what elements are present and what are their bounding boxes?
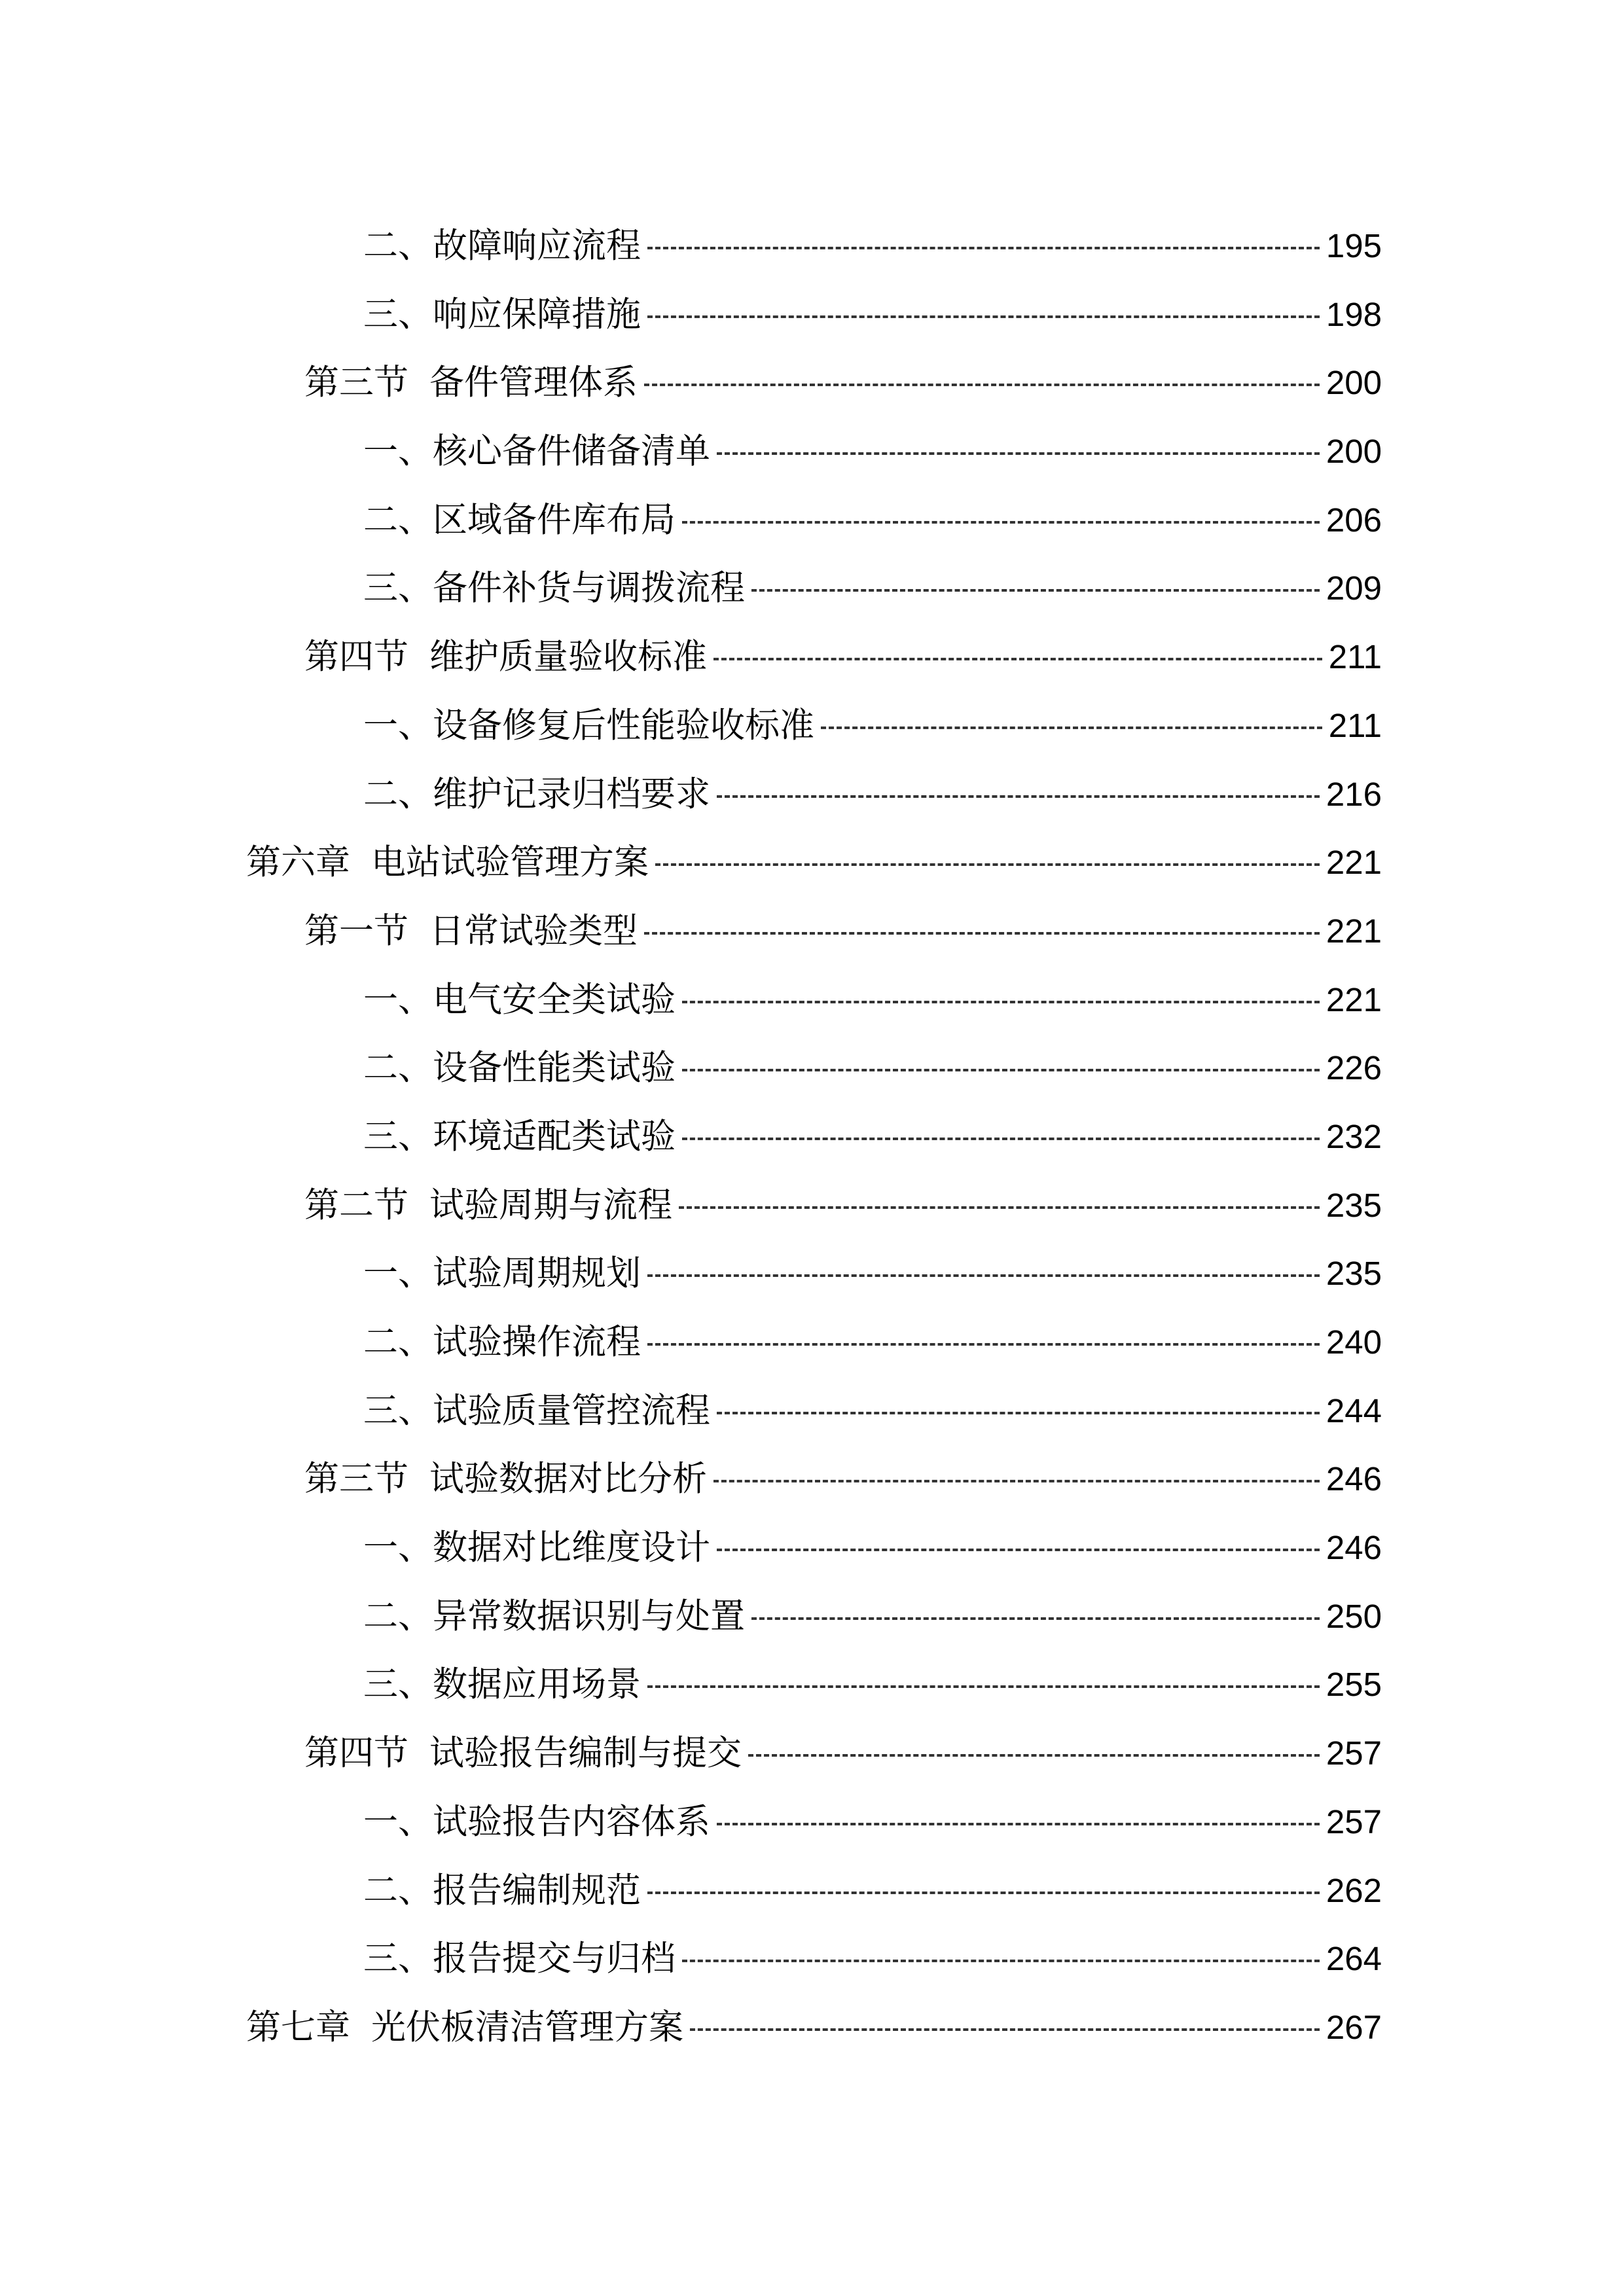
toc-entry-item[interactable]: [0, 760, 1624, 829]
toc-entry-title: [363, 1111, 682, 1162]
toc-page-number: 262: [1326, 1871, 1382, 1909]
toc-entry-number: 二、: [363, 226, 433, 266]
toc-line: [363, 1797, 1382, 1848]
toc-page-number: 221: [1326, 844, 1382, 882]
toc-entry-title: [363, 426, 717, 477]
toc-entry-text: 响应保障措施: [433, 294, 641, 334]
toc-entry-text: 光伏板清洁管理方案: [371, 2007, 683, 2047]
toc-line: [304, 906, 1382, 957]
toc-entry-number: 三、: [363, 1939, 433, 1979]
toc-page-number: 267: [1326, 2008, 1382, 2046]
toc-entry-title: [363, 289, 647, 340]
toc-entry-number: 第一节: [304, 910, 408, 951]
toc-entry-text: 试验报告编制与提交: [429, 1733, 742, 1774]
toc-entry-text: 数据对比维度设计: [433, 1528, 710, 1568]
toc-entry-text: 试验周期规划: [433, 1253, 641, 1294]
toc-entry-text: 日常试验类型: [429, 910, 638, 951]
toc-page-number: 235: [1326, 1186, 1382, 1224]
toc-line: [363, 495, 1382, 546]
toc-entry-number: 第三节: [304, 363, 408, 403]
toc-line: [363, 1248, 1382, 1299]
toc-entry-title: [363, 700, 821, 751]
toc-entry-item[interactable]: [0, 1924, 1624, 1993]
dotted-leader: [751, 589, 1320, 592]
toc-entry-item[interactable]: [0, 1650, 1624, 1719]
toc-entry-text: 报告编制规范: [433, 1870, 641, 1910]
dotted-leader: [647, 1274, 1320, 1277]
toc-entry-text: 故障响应流程: [433, 226, 641, 266]
dotted-leader: [644, 384, 1320, 386]
toc-entry-number: 一、: [363, 1801, 433, 1842]
dotted-leader: [717, 1549, 1320, 1551]
toc-line: [304, 632, 1382, 683]
dotted-leader: [682, 1138, 1320, 1140]
toc-entry-section[interactable]: [0, 897, 1624, 965]
toc-entry-item[interactable]: [0, 417, 1624, 486]
toc-entry-title: [363, 563, 751, 614]
toc-entry-number: 第四节: [304, 637, 408, 677]
dotted-leader: [690, 2028, 1320, 2031]
toc-entry-number: 二、: [363, 774, 433, 814]
dotted-leader: [682, 1069, 1320, 1071]
dotted-leader: [647, 315, 1320, 318]
toc-page-number: 264: [1326, 1940, 1382, 1978]
toc-entry-item[interactable]: [0, 1376, 1624, 1445]
toc-entry-number: 一、: [363, 431, 433, 472]
toc-line: [363, 1591, 1382, 1642]
toc-entry-title: [304, 632, 713, 683]
toc-entry-chapter[interactable]: [0, 828, 1624, 897]
dotted-leader: [717, 452, 1320, 455]
toc-page-number: 255: [1326, 1666, 1382, 1704]
toc-line: [363, 769, 1382, 820]
toc-entry-item[interactable]: [0, 280, 1624, 349]
toc-entry-text: 设备修复后性能验收标准: [433, 705, 814, 745]
toc-entry-title: [363, 1043, 682, 1094]
toc-entry-text: 备件补货与调拨流程: [433, 568, 745, 609]
toc-page-number: 209: [1326, 569, 1382, 607]
dotted-leader: [717, 1412, 1320, 1414]
toc-entry-title: [304, 1180, 679, 1231]
toc-entry-number: 三、: [363, 1116, 433, 1157]
toc-entry-section[interactable]: [0, 1171, 1624, 1240]
dotted-leader: [748, 1754, 1320, 1757]
toc-entry-item[interactable]: [0, 1787, 1624, 1856]
toc-entry-title: [363, 495, 682, 546]
toc-page-number: 221: [1326, 912, 1382, 950]
toc-entry-number: 三、: [363, 1664, 433, 1705]
toc-entry-number: 三、: [363, 1390, 433, 1431]
toc-line: [363, 700, 1382, 751]
toc-entry-item[interactable]: [0, 1033, 1624, 1102]
toc-entry-text: 报告提交与归档: [433, 1939, 676, 1979]
toc-entry-number: 第六章: [246, 842, 350, 883]
toc-entry-item[interactable]: [0, 554, 1624, 622]
dotted-leader: [821, 726, 1322, 729]
toc-entry-item[interactable]: [0, 1239, 1624, 1308]
toc-entry-item[interactable]: [0, 1308, 1624, 1376]
toc-entry-title: [304, 1728, 748, 1779]
toc-line: [363, 221, 1382, 272]
toc-entry-item[interactable]: [0, 965, 1624, 1034]
toc-page-number: 195: [1326, 227, 1382, 264]
toc-entry-title: [363, 1386, 717, 1437]
dotted-leader: [647, 1685, 1320, 1688]
toc-line: [304, 1454, 1382, 1505]
toc-entry-item[interactable]: [0, 1582, 1624, 1651]
toc-page-number: 200: [1326, 364, 1382, 402]
toc-entry-text: 电站试验管理方案: [371, 842, 649, 883]
dotted-leader: [647, 1343, 1320, 1346]
toc-page-number: 211: [1328, 706, 1382, 744]
toc-line: [363, 1659, 1382, 1710]
toc-entry-item[interactable]: [0, 1513, 1624, 1582]
toc-entry-number: 三、: [363, 294, 433, 334]
toc-line: [363, 1933, 1382, 1984]
toc-entry-title: [304, 357, 644, 408]
toc-entry-item[interactable]: [0, 691, 1624, 760]
toc-page-number: 250: [1326, 1597, 1382, 1635]
toc-entry-title: [363, 1865, 647, 1916]
toc-entry-title: [363, 1933, 682, 1984]
toc-line: [363, 975, 1382, 1026]
toc-page-number: 246: [1326, 1529, 1382, 1567]
toc-page-number: 198: [1326, 295, 1382, 333]
toc-entry-chapter[interactable]: [0, 1993, 1624, 2062]
toc-entry-number: 第四节: [304, 1733, 408, 1774]
toc-entry-text: 试验质量管控流程: [433, 1390, 710, 1431]
toc-entry-text: 电气安全类试验: [433, 979, 676, 1020]
dotted-leader: [647, 1892, 1320, 1894]
toc-page-number: 232: [1326, 1117, 1382, 1155]
toc-entry-text: 维护记录归档要求: [433, 774, 710, 814]
toc-entry-section[interactable]: [0, 1719, 1624, 1787]
toc-line: [363, 1865, 1382, 1916]
toc-page-number: 206: [1326, 501, 1382, 539]
toc-entry-title: [363, 975, 682, 1026]
toc-page-number: 211: [1328, 638, 1382, 676]
toc-entry-title: [246, 2002, 690, 2053]
toc-line: [363, 1386, 1382, 1437]
toc-entry-title: [363, 1317, 647, 1368]
toc-page-number: 246: [1326, 1460, 1382, 1498]
toc-entry-title: [363, 1522, 717, 1573]
toc-entry-text: 试验数据对比分析: [429, 1459, 707, 1499]
toc-entry-item[interactable]: [0, 211, 1624, 280]
toc-line: [246, 837, 1382, 888]
toc-page-number: 257: [1326, 1734, 1382, 1772]
toc-page-number: 244: [1326, 1391, 1382, 1429]
toc-entry-number: 一、: [363, 1253, 433, 1294]
toc-entry-section[interactable]: [0, 348, 1624, 417]
toc-page-number: 226: [1326, 1049, 1382, 1087]
toc-entry-number: 二、: [363, 1048, 433, 1088]
toc-line: [363, 1317, 1382, 1368]
toc-entry-text: 区域备件库布局: [433, 499, 676, 540]
toc-line: [363, 1111, 1382, 1162]
toc-page-number: 235: [1326, 1255, 1382, 1293]
dotted-leader: [713, 1480, 1320, 1482]
toc-page-number: 216: [1326, 775, 1382, 813]
table-of-contents: [0, 211, 1624, 2062]
toc-line: [363, 1522, 1382, 1573]
toc-entry-section[interactable]: [0, 1444, 1624, 1513]
toc-entry-title: [363, 1797, 717, 1848]
dotted-leader: [647, 247, 1320, 249]
toc-entry-title: [363, 1591, 751, 1642]
toc-entry-number: 第二节: [304, 1185, 408, 1225]
toc-entry-title: [363, 221, 647, 272]
toc-line: [363, 1043, 1382, 1094]
dotted-leader: [682, 521, 1320, 524]
toc-entry-number: 二、: [363, 1322, 433, 1362]
toc-entry-text: 试验操作流程: [433, 1322, 641, 1362]
dotted-leader: [717, 795, 1320, 798]
toc-line: [304, 357, 1382, 408]
toc-entry-text: 维护质量验收标准: [429, 637, 707, 677]
dotted-leader: [751, 1617, 1320, 1620]
toc-line: [363, 426, 1382, 477]
toc-page-number: 221: [1326, 980, 1382, 1018]
toc-entry-text: 环境适配类试验: [433, 1116, 676, 1157]
toc-line: [246, 2002, 1382, 2053]
dotted-leader: [717, 1823, 1320, 1825]
toc-entry-title: [304, 906, 644, 957]
dotted-leader: [682, 1960, 1320, 1962]
toc-entry-item[interactable]: [0, 486, 1624, 554]
toc-page-number: 240: [1326, 1323, 1382, 1361]
toc-line: [363, 563, 1382, 614]
toc-entry-item[interactable]: [0, 1102, 1624, 1171]
dotted-leader: [682, 1001, 1320, 1003]
dotted-leader: [644, 932, 1320, 935]
toc-entry-number: 二、: [363, 1870, 433, 1910]
toc-entry-title: [304, 1454, 713, 1505]
toc-entry-number: 第三节: [304, 1459, 408, 1499]
toc-entry-text: 异常数据识别与处置: [433, 1596, 745, 1636]
toc-entry-text: 数据应用场景: [433, 1664, 641, 1705]
toc-entry-text: 核心备件储备清单: [433, 431, 710, 472]
toc-line: [363, 289, 1382, 340]
toc-entry-title: [363, 1659, 647, 1710]
toc-entry-number: 一、: [363, 979, 433, 1020]
toc-entry-section[interactable]: [0, 622, 1624, 691]
toc-line: [304, 1728, 1382, 1779]
toc-entry-item[interactable]: [0, 1856, 1624, 1925]
toc-entry-number: 二、: [363, 1596, 433, 1636]
toc-page-number: 257: [1326, 1803, 1382, 1840]
toc-line: [304, 1180, 1382, 1231]
dotted-leader: [713, 658, 1322, 660]
toc-entry-title: [246, 837, 655, 888]
toc-entry-number: 第七章: [246, 2007, 350, 2047]
toc-entry-title: [363, 1248, 647, 1299]
toc-entry-text: 备件管理体系: [429, 363, 638, 403]
toc-entry-number: 三、: [363, 568, 433, 609]
dotted-leader: [679, 1206, 1320, 1209]
toc-entry-text: 设备性能类试验: [433, 1048, 676, 1088]
toc-entry-number: 一、: [363, 705, 433, 745]
toc-entry-title: [363, 769, 717, 820]
dotted-leader: [655, 863, 1320, 866]
toc-entry-text: 试验周期与流程: [429, 1185, 672, 1225]
toc-entry-text: 试验报告内容体系: [433, 1801, 710, 1842]
toc-entry-number: 二、: [363, 499, 433, 540]
toc-page-number: 200: [1326, 433, 1382, 471]
toc-entry-number: 一、: [363, 1528, 433, 1568]
